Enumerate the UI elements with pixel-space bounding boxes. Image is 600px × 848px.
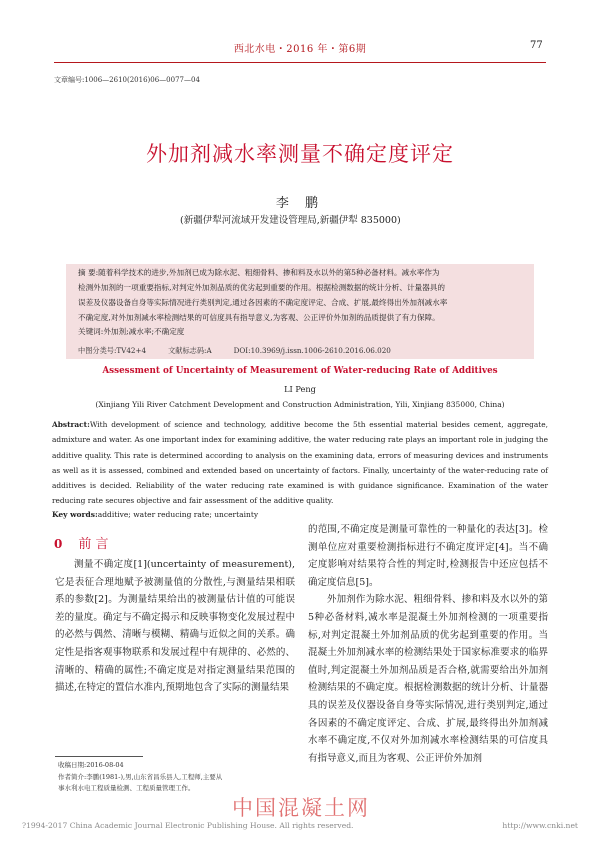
- body-left-column: [55, 556, 295, 697]
- abstract-english: [52, 417, 548, 509]
- section-title: 前 言: [78, 537, 109, 552]
- abstract-line-3: 误差及仪器设备自身等实际情况进行类别判定,通过各因素的不确定度评定、合成、扩展,最终得出外加剂减水率: [78, 298, 448, 307]
- affiliation-chinese: (新疆伊犁河流域开发建设管理局,新疆伊犁 835000): [180, 215, 401, 226]
- abstract-english-label: Abstract:: [52, 420, 90, 429]
- keywords-english-label: Key words:: [52, 510, 98, 519]
- section-number: 0: [54, 537, 63, 551]
- copyright-text: ?1994-2017 China Academic Journal Electronic Publishing House. All rights reserved.: [22, 821, 354, 830]
- footnote-received: 收稿日期:2016-08-04: [58, 761, 124, 769]
- page-number: 77: [530, 40, 543, 51]
- body-right-column: [308, 521, 548, 767]
- body-paragraph: 的范围,不确定度是测量可靠性的一种量化的表达[3]。检测单位应对重要检测指标进行不确定度评定[4]。当不确定度影响对结果符合性的判定时,检测报告中还应包括不确定度信息[5]。: [308, 524, 548, 588]
- author-english: LI Peng: [284, 384, 316, 394]
- keywords-english-text: additive; water reducing rate; uncertainty: [97, 510, 259, 519]
- abstract-line-1: 摘 要:随着科学技术的进步,外加剂已成为除水泥、粗细骨料、掺和料及水以外的第5种必备材料。减水率作为: [78, 268, 440, 277]
- title-chinese: 外加剂减水率测量不确定度评定: [146, 142, 454, 166]
- footnote-rule: [55, 756, 143, 757]
- document-code: 文献标志码:A: [168, 346, 212, 355]
- abstract-english-text: With development of science and technology, additive become the 5th essential material besides cement, aggregate, admixture and water. As one important index for examining additive, the water reducing rate plays an important role in judging the additive quality. This rate is determined according to analysis on the examining data, errors of measuring devices and instruments as well as it is assessed, combined and extended based on uncertainty of factors. Finally, uncertainty of the water-reducing rate of additives is decided. Reliability of the water reducing rate examined is with guidance significance. Examination of the water reducing rate secures objective and fair assessment of the additive quality.: [52, 420, 548, 506]
- author-chinese: 李 鹏: [275, 196, 325, 211]
- body-paragraph: 外加剂作为除水泥、粗细骨料、掺和料及水以外的第5种必备材料,减水率是混凝土外加剂检测的一项重要指标,对判定混凝土外加剂品质的优劣起到重要的作用。当混凝土外加剂减水率的检测结果处于国家标准要求的临界值时,判定混凝土外加剂品质是否合格,就需要给出外加剂检测结果的不确定度。根据检测数据的统计分析、计量器具的误差及仪器设备自身等实际情况,进行类别判定,通过各因素的不确定度评定、合成、扩展,最终得出外加剂减水率不确定度,不仅对外加剂减水率检测结果的可信度具有指导意义,而且为客观、公正评价外加剂: [308, 594, 548, 764]
- body-paragraph: 测量不确定度[1](uncertainty of measurement),它是表征合理地赋予被测量值的分散性,与测量结果相联系的参数[2]。为测量结果给出的被测量估计值的可能误差的量度。确定与不确定揭示和反映事物变化发展过程中的必然与偶然、清晰与模糊、精确与近似之间的关系。确定性是指客观事物联系和发展过程中有规律的、必然的、清晰的、精确的属性;不确定度是对指定测量结果范围的描述,在特定的置信水准内,预期地包含了实际的测量结果: [55, 559, 295, 694]
- abstract-line-4: 不确定度,对外加剂减水率检测结果的可信度具有指导意义,为客观、公正评价外加剂的品质提供了有力保障。: [78, 313, 440, 322]
- abstract-line-2: 检测外加剂的一项重要指标,对判定外加剂品质的优劣起到重要的作用。根据检测数据的统计分析、计量器具的: [78, 283, 445, 292]
- affiliation-english: (Xinjiang Yili River Catchment Development and Construction Administration, Yili, Xinjiang 835000, China): [95, 400, 505, 409]
- watermark-footer: [22, 821, 578, 830]
- header-rule: [54, 62, 546, 63]
- article-number: 文章编号:1006—2610(2016)06—0077—04: [54, 76, 200, 84]
- section-heading: [54, 533, 109, 552]
- doi: DOI:10.3969/j.issn.1006-2610.2016.06.020: [233, 346, 391, 355]
- cnki-link[interactable]: http://www.cnki.net: [502, 821, 578, 830]
- journal-header: 西北水电・2016 年・第6期: [233, 44, 367, 55]
- title-english: Assessment of Uncertainty of Measurement of Water-reducing Rate of Additives: [102, 366, 498, 376]
- footnote-bio-1: 作者简介:李鹏(1981-),男,山东省昌乐县人,工程师,主要从: [58, 773, 223, 781]
- keywords-english: [52, 510, 258, 519]
- watermark-site: 中国混凝土网: [232, 796, 370, 820]
- clc-number: 中图分类号:TV42+4: [78, 346, 147, 355]
- classification-line: [78, 346, 538, 356]
- footnote-bio-2: 事水利水电工程质量检测、工程质量管理工作。: [58, 784, 195, 792]
- keywords-chinese: 关键词:外加剂;减水率;不确定度: [78, 327, 185, 336]
